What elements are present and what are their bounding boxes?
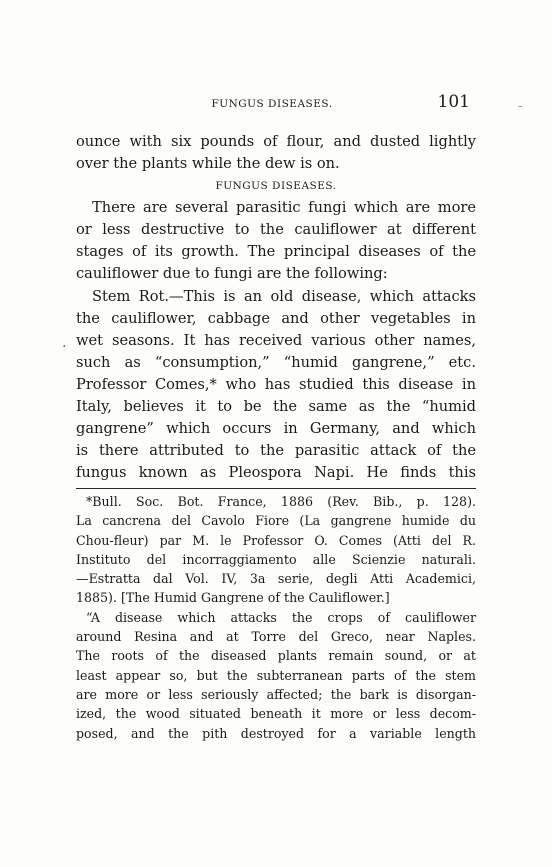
body-text	[76, 131, 476, 484]
footnote-divider	[76, 488, 476, 489]
text-line: cauliflower due to fungi are the following:	[76, 265, 388, 283]
footnote-line: Chou-fleur) par M. le Professor O. Comes (Atti del R.	[76, 532, 476, 548]
margin-dash-mark: -	[518, 98, 523, 114]
footnote-line: ized, the wood situated beneath it more or less decom-	[76, 706, 476, 722]
text-line: such as “consumption,” “humid gangrene,” etc.	[76, 353, 476, 371]
footnote-line: —Estratta dal Vol. IV, 3a serie, degli Atti Academici,	[76, 571, 476, 587]
footnote-line: The roots of the diseased plants remain sound, or at	[76, 648, 476, 664]
text-line: is there attributed to the parasitic attack of the	[76, 442, 476, 460]
running-title: FUNGUS DISEASES.	[211, 98, 333, 110]
footnote-line: least appear so, but the subterranean parts of the stem	[76, 667, 476, 683]
footnote-line: around Resina and at Torre del Greco, near Naples.	[76, 629, 476, 645]
footnote-line: posed, and the pith destroyed for a variable length	[76, 725, 476, 741]
text-line: Italy, believes it to be the same as the “humid	[76, 398, 476, 416]
page-number: 101	[437, 92, 470, 112]
text-line: wet seasons. It has received various other names,	[76, 331, 476, 349]
text-line: fungus known as Pleospora Napi. He finds this	[76, 464, 476, 482]
text-line: Professor Comes,* who has studied this disease in	[76, 375, 476, 393]
footnote-line: are more or less seriously affected; the bark is disorgan-	[76, 686, 476, 702]
section-heading: FUNGUS DISEASES.	[215, 180, 337, 193]
text-line: There are several parasitic fungi which are more	[92, 199, 476, 217]
footnote-line: 1885). [The Humid Gangrene of the Cauliflower.]	[76, 590, 390, 606]
footnote-line: “A disease which attacks the crops of cauliflower	[86, 609, 476, 625]
footnote-line: *Bull. Soc. Bot. France, 1886 (Rev. Bib., p. 128).	[86, 494, 476, 509]
footnote-line: Instituto del incorraggiamento alle Scienzie naturali.	[76, 551, 476, 567]
running-head	[72, 92, 472, 116]
footnote	[76, 492, 476, 743]
text-line: the cauliflower, cabbage and other vegetables in	[76, 309, 476, 327]
text-line: Stem Rot.—This is an old disease, which attacks	[92, 287, 476, 305]
text-line: or less destructive to the cauliflower at different	[76, 221, 476, 239]
text-line: stages of its growth. The principal diseases of the	[76, 243, 476, 261]
text-line: ounce with six pounds of flour, and dusted lightly	[76, 133, 476, 150]
margin-dot-mark: .	[62, 335, 67, 351]
text-line: over the plants while the dew is on.	[76, 155, 340, 173]
text-line: gangrene” which occurs in Germany, and which	[76, 420, 476, 438]
footnote-line: La cancrena del Cavolo Fiore (La gangrene humide du	[76, 513, 476, 529]
